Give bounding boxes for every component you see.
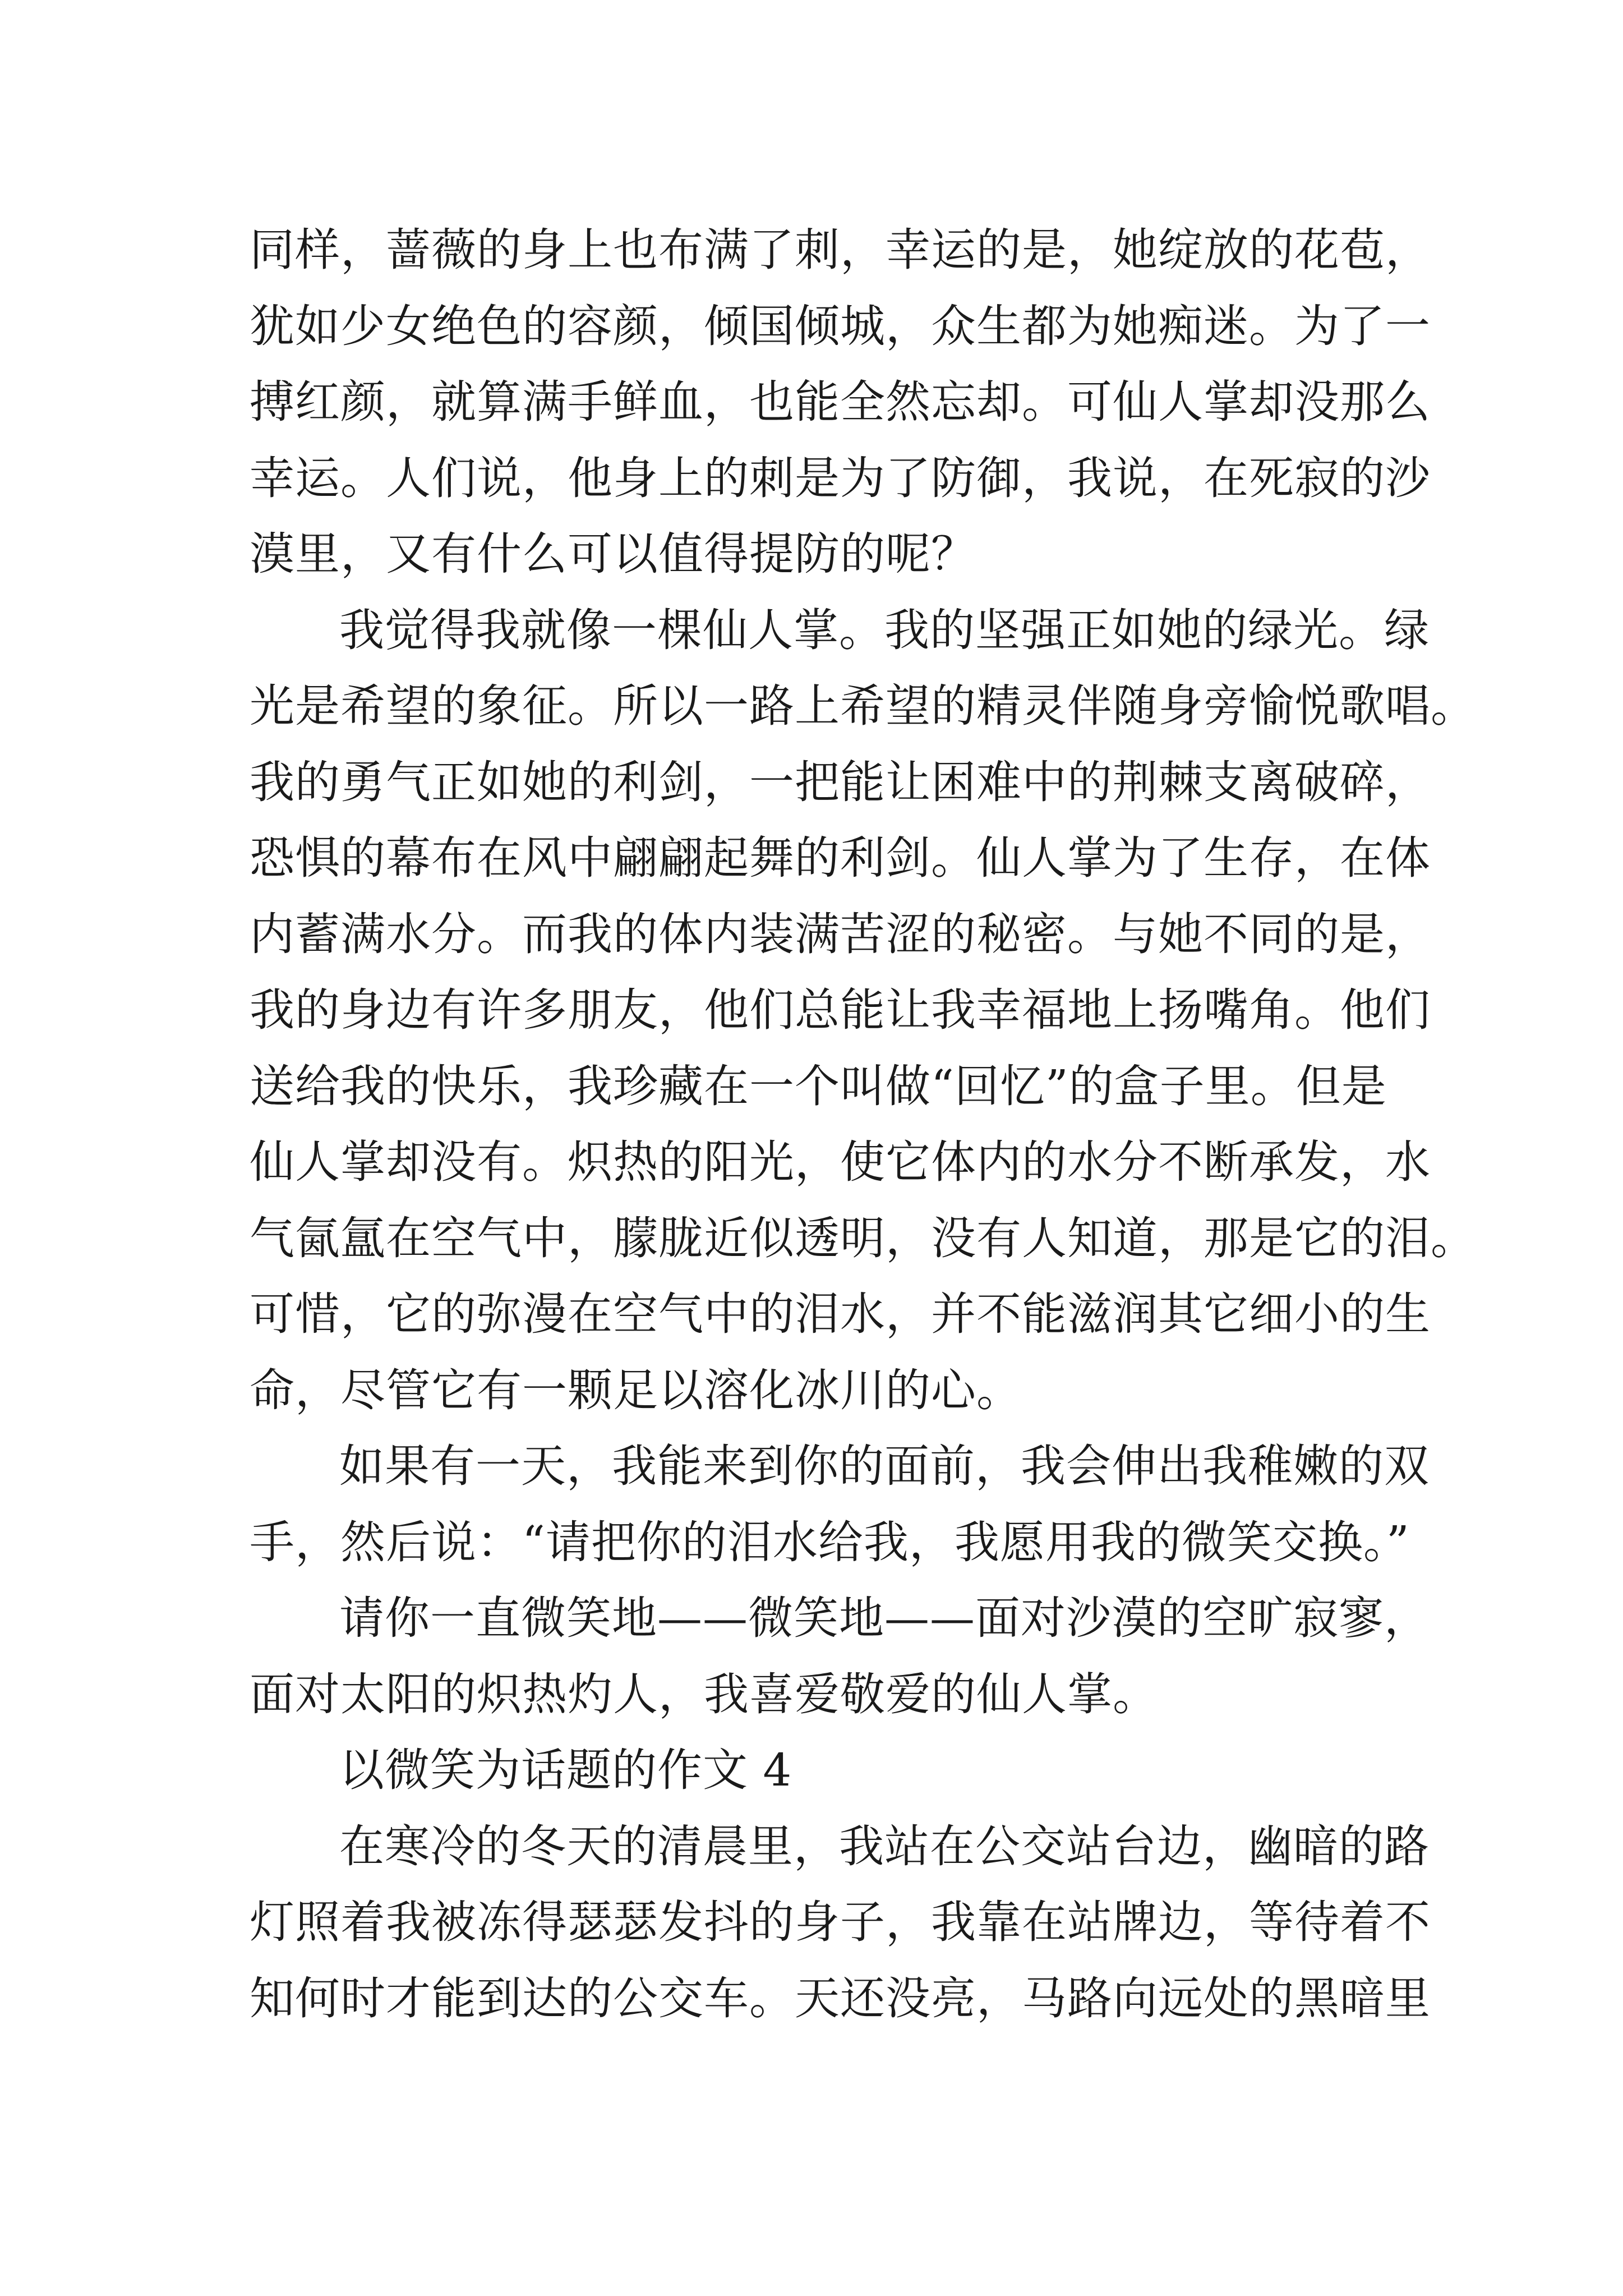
text-line: 可惜，它的弥漫在空气中的泪水，并不能滋润其它细小的生	[250, 1288, 1431, 1340]
text-line: 我的勇气正如她的利剑，一把能让困难中的荆棘支离破碎，	[250, 756, 1431, 808]
text-line: 搏红颜，就算满手鲜血，也能全然忘却。可仙人掌却没那么	[250, 376, 1431, 428]
paragraph-first-line: 我觉得我就像一棵仙人掌。我的坚强正如她的绿光。绿	[339, 604, 1430, 656]
text-line: 同样，蔷薇的身上也布满了刺，幸运的是，她绽放的花苞，	[250, 224, 1431, 276]
text-line: 命，尽管它有一颗足以溶化冰川的心。	[250, 1364, 1022, 1416]
text-line: 漠里，又有什么可以值得提防的呢？	[250, 528, 976, 580]
text-line: 犹如少女绝色的容颜，倾国倾城，众生都为她痴迷。为了一	[250, 300, 1431, 352]
text-line: 手，然后说：“请把你的泪水给我，我愿用我的微笑交换。”	[250, 1516, 1410, 1568]
text-line: 气氤氲在空气中，朦胧近似透明，没有人知道，那是它的泪。	[250, 1212, 1476, 1264]
text-line: 恐惧的幕布在风中翩翩起舞的利剑。仙人掌为了生存，在体	[250, 832, 1431, 884]
text-line: 我的身边有许多朋友，他们总能让我幸福地上扬嘴角。他们	[250, 984, 1431, 1036]
paragraph-first-line: 如果有一天，我能来到你的面前，我会伸出我稚嫩的双	[339, 1440, 1430, 1492]
text-line: 仙人掌却没有。炽热的阳光，使它体内的水分不断承发，水	[250, 1136, 1431, 1188]
article-body	[250, 212, 1476, 2036]
text-line: 知何时才能到达的公交车。天还没亮，马路向远处的黑暗里	[250, 1972, 1431, 2024]
text-line: 光是希望的象征。所以一路上希望的精灵伴随身旁愉悦歌唱。	[250, 680, 1476, 732]
paragraph-first-line: 在寒冷的冬天的清晨里，我站在公交站台边，幽暗的路	[339, 1820, 1430, 1872]
text-line: 幸运。人们说，他身上的刺是为了防御，我说，在死寂的沙	[250, 452, 1431, 504]
text-line: 内蓄满水分。而我的体内装满苦涩的秘密。与她不同的是，	[250, 908, 1431, 960]
text-line: 灯照着我被冻得瑟瑟发抖的身子，我靠在站牌边，等待着不	[250, 1896, 1431, 1948]
paragraph-first-line: 请你一直微笑地——微笑地——面对沙漠的空旷寂寥，	[339, 1592, 1430, 1644]
text-line: 送给我的快乐，我珍藏在一个叫做“回忆”的盒子里。但是	[250, 1060, 1387, 1112]
section-heading: 以微笑为话题的作文 4	[339, 1744, 792, 1796]
text-line: 面对太阳的炽热灼人，我喜爱敬爱的仙人掌。	[250, 1668, 1158, 1720]
